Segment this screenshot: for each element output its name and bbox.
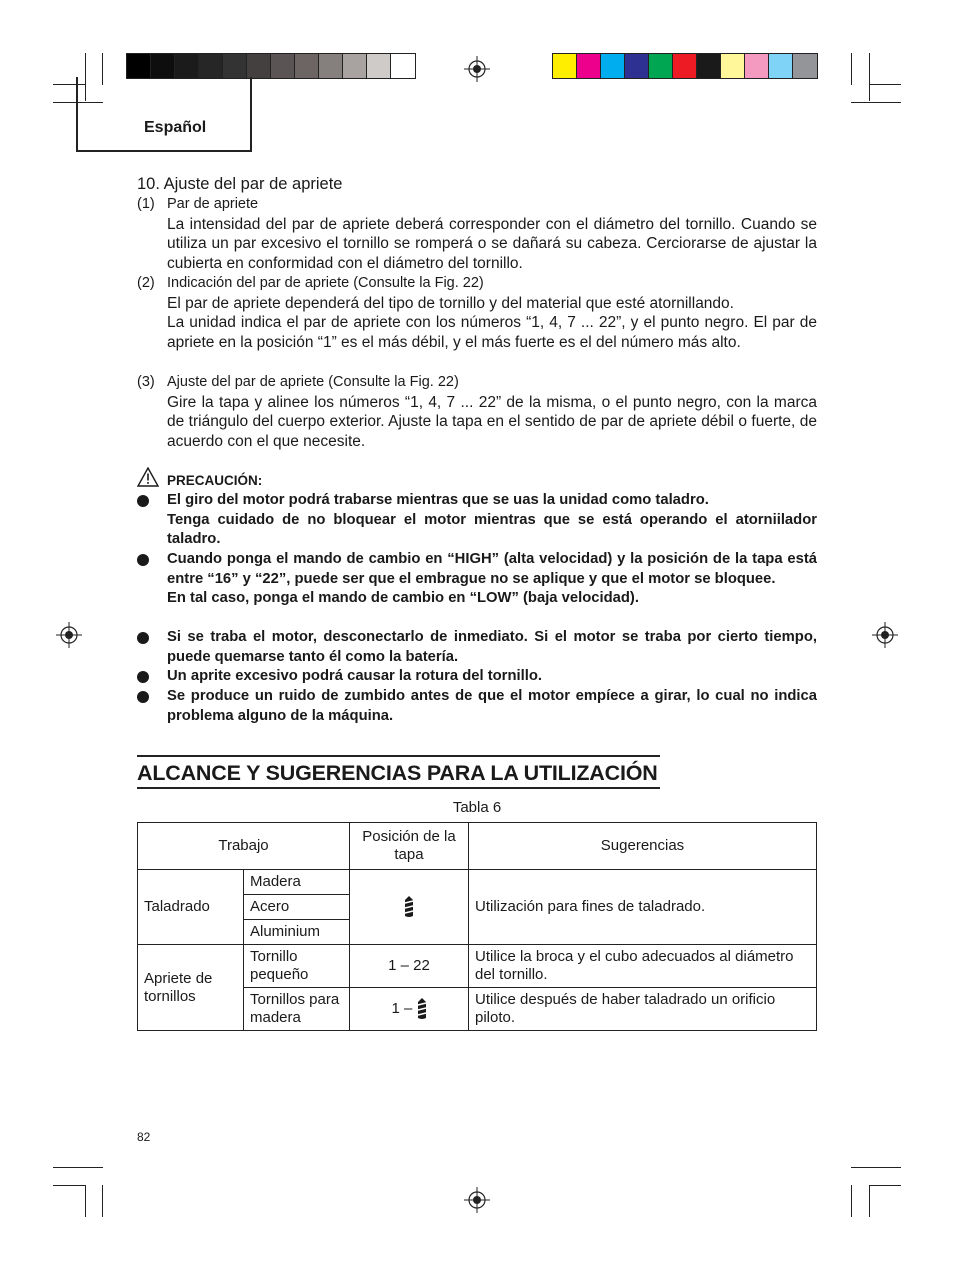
item-body: Gire la tapa y alinee los números “1, 4, 7 ... 22” de la misma, o el punto negro, con la marca de triángulo del cuerpo exterior. Ajuste la tapa en el sentido de par de apriete débil o fuerte, de acuerdo con el que necesite. bbox=[167, 393, 817, 451]
position-cell bbox=[350, 870, 469, 945]
color-swatch bbox=[343, 54, 367, 78]
color-swatch bbox=[769, 54, 793, 78]
color-swatch bbox=[247, 54, 271, 78]
registration-target-icon bbox=[872, 622, 898, 648]
usage-table bbox=[137, 822, 817, 1031]
color-swatch bbox=[151, 54, 175, 78]
caution-text: Se produce un ruido de zumbido antes de que el motor empíece a girar, lo cual no indica problema alguno de la máquina. bbox=[167, 688, 817, 724]
language-label: Español bbox=[144, 119, 207, 136]
position-cell bbox=[350, 988, 469, 1031]
color-swatch bbox=[601, 54, 625, 78]
color-swatch bbox=[127, 54, 151, 78]
color-swatch bbox=[199, 54, 223, 78]
color-swatch bbox=[793, 54, 817, 78]
color-swatch bbox=[223, 54, 247, 78]
color-swatch bbox=[673, 54, 697, 78]
header-work: Trabajo bbox=[138, 823, 350, 870]
section-title: ALCANCE Y SUGERENCIAS PARA LA UTILIZACIÓN bbox=[137, 755, 660, 789]
caution-text: Cuando ponga el mando de cambio en “HIGH” (alta velocidad) y la posición de la tapa está entre “16” y “22”, puede ser que el embrague no se aplique y que el motor se bloquee. bbox=[167, 551, 817, 587]
warning-triangle-icon bbox=[137, 467, 159, 487]
position-cell: 1 – 22 bbox=[350, 945, 469, 988]
item-body: El par de apriete dependerá del tipo de tornillo y del material que esté atornillando. bbox=[167, 294, 734, 312]
registration-target-icon bbox=[56, 622, 82, 648]
item-number: (1) bbox=[137, 196, 155, 212]
color-swatch bbox=[649, 54, 673, 78]
color-swatch bbox=[175, 54, 199, 78]
registration-target-icon bbox=[464, 56, 490, 82]
color-swatch bbox=[577, 54, 601, 78]
table-row bbox=[138, 870, 817, 895]
table-caption: Tabla 6 bbox=[452, 799, 502, 816]
page-number: 82 bbox=[137, 1130, 151, 1144]
item-title: Indicación del par de apriete (Consulte la Fig. 22) bbox=[167, 275, 484, 291]
bullet-dot bbox=[137, 632, 149, 644]
header-position: Posición de la tapa bbox=[350, 823, 469, 870]
item-title: Ajuste del par de apriete (Consulte la Fig. 22) bbox=[167, 374, 459, 390]
work-group-screwing: Apriete de tornillos bbox=[138, 945, 244, 1031]
caution-text: El giro del motor podrá trabarse mientras que se uas la unidad como taladro. bbox=[167, 492, 709, 508]
color-swatch bbox=[625, 54, 649, 78]
grayscale-color-bar bbox=[126, 53, 416, 79]
position-value: 1 – bbox=[391, 999, 413, 1017]
color-swatch bbox=[319, 54, 343, 78]
drill-mark-icon bbox=[404, 896, 414, 918]
bullet-dot bbox=[137, 691, 149, 703]
color-swatch bbox=[697, 54, 721, 78]
color-swatch bbox=[721, 54, 745, 78]
registration-target-icon bbox=[464, 1187, 490, 1213]
material-cell: Madera bbox=[244, 870, 350, 895]
item-number: (2) bbox=[137, 275, 155, 291]
screw-type-cell: Tornillo pequeño bbox=[244, 945, 350, 988]
bullet-dot bbox=[137, 671, 149, 683]
bullet-dot bbox=[137, 495, 149, 507]
color-swatch bbox=[367, 54, 391, 78]
caution-label: PRECAUCIÓN: bbox=[167, 473, 263, 488]
color-swatch bbox=[745, 54, 769, 78]
item-title: Par de apriete bbox=[167, 196, 259, 212]
suggestion-cell: Utilice la broca y el cubo adecuados al diámetro del tornillo. bbox=[469, 945, 817, 988]
item-body: La unidad indica el par de apriete con los números “1, 4, 7 ... 22”, y el punto negro. El par de apriete en la posición “1” es el más débil, y el más fuerte es el del número más alto. bbox=[167, 314, 817, 352]
process-color-bar bbox=[552, 53, 818, 79]
color-swatch bbox=[553, 54, 577, 78]
color-swatch bbox=[391, 54, 415, 78]
screw-type-cell: Tornillos para madera bbox=[244, 988, 350, 1031]
table-header-row bbox=[138, 823, 817, 870]
table-row bbox=[138, 945, 817, 988]
header-suggestions: Sugerencias bbox=[469, 823, 817, 870]
language-tab bbox=[76, 77, 252, 152]
suggestion-cell: Utilización para fines de taladrado. bbox=[469, 870, 817, 945]
work-group-drilling: Taladrado bbox=[138, 870, 244, 945]
caution-text: Si se traba el motor, desconectarlo de inmediato. Si el motor se traba por cierto tiempo, puede quemarse tanto él como la batería. bbox=[167, 629, 817, 665]
caution-text: Tenga cuidado de no bloquear el motor mientras que se está operando el atorniilador taladro. bbox=[167, 511, 817, 548]
bullet-dot bbox=[137, 554, 149, 566]
item-number: (3) bbox=[137, 374, 155, 390]
suggestion-cell: Utilice después de haber taladrado un orificio piloto. bbox=[469, 988, 817, 1031]
material-cell: Acero bbox=[244, 895, 350, 920]
color-swatch bbox=[295, 54, 319, 78]
color-swatch bbox=[271, 54, 295, 78]
drill-mark-icon bbox=[417, 998, 427, 1020]
material-cell: Aluminium bbox=[244, 920, 350, 945]
caution-text: En tal caso, ponga el mando de cambio en “LOW” (baja velocidad). bbox=[167, 590, 639, 607]
section-heading: 10. Ajuste del par de apriete bbox=[137, 175, 343, 193]
item-body: La intensidad del par de apriete deberá corresponder con el diámetro del tornillo. Cuando se utiliza un par excesivo el tornillo se romperá o se dañará su cabeza. Cerciorarse de ajustar la cubierta en conformidad con el diámetro del tornillo. bbox=[167, 215, 817, 273]
caution-text: Un aprite excesivo podrá causar la rotura del tornillo. bbox=[167, 668, 542, 684]
